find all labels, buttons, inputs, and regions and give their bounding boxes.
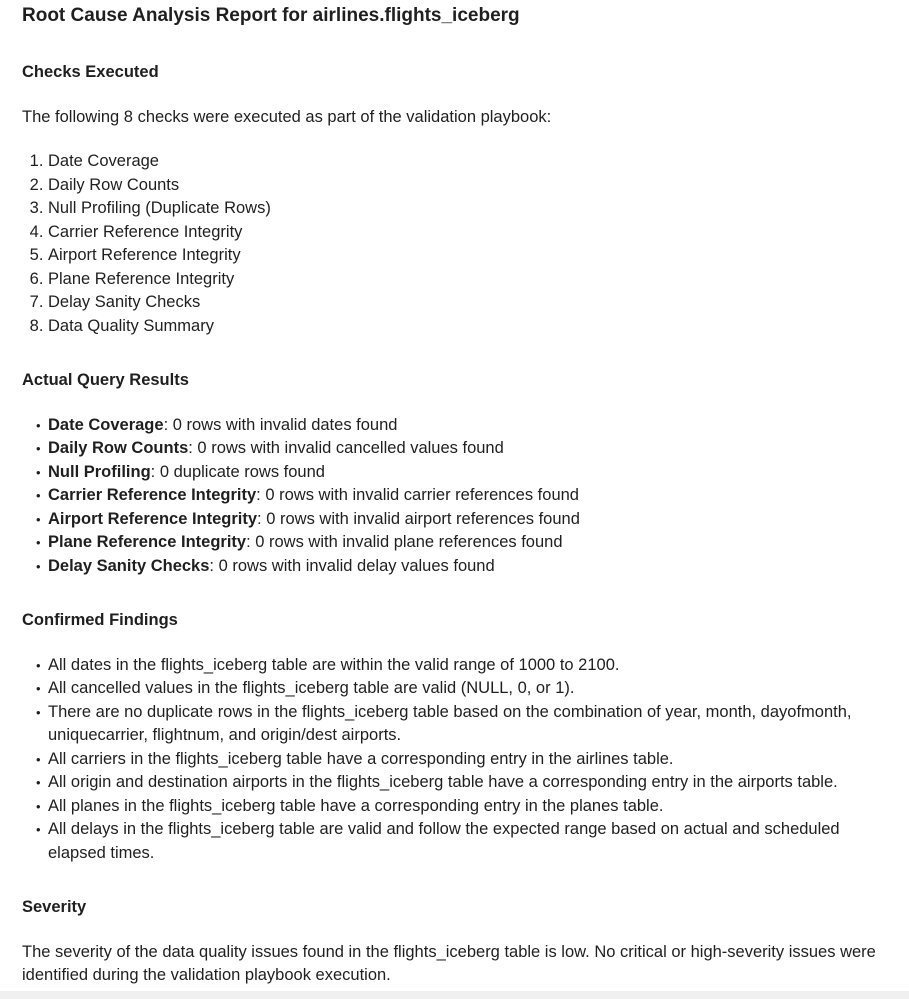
result-text: : 0 rows with invalid delay values found [209,556,495,575]
result-text: : 0 rows with invalid cancelled values found [188,439,504,457]
result-label: Daily Row Counts [48,439,189,457]
result-text: : 0 duplicate rows found [150,462,325,481]
checks-list [22,150,887,338]
query-results-heading: Actual Query Results [22,371,189,389]
checks-executed-heading: Checks Executed [22,63,159,81]
result-item [48,437,887,461]
result-item [48,484,887,508]
result-label: Delay Sanity Checks [48,556,210,575]
result-label: Date Coverage [48,415,164,434]
finding-item: • All origin and destination airports in the flights_iceberg table have a corresponding entry in the airports table. [48,771,887,795]
severity-text: The severity of the data quality issues found in the flights_iceberg table is low. No critical or high-severity issues were identified during the validation playbook execution. [22,942,876,984]
confirmed-findings-heading: Confirmed Findings [22,611,178,629]
result-item [48,461,887,485]
check-item: 2. Daily Row Counts [48,174,887,198]
check-item: 5. Airport Reference Integrity [48,244,887,268]
checks-intro: The following 8 checks were executed as part of the validation playbook: [22,107,552,126]
result-label: Plane Reference Integrity [48,533,247,551]
finding-item: • All carriers in the flights_iceberg table have a corresponding entry in the airlines table. [48,748,887,772]
severity-heading: Severity [22,898,87,916]
check-item: 3. Null Profiling (Duplicate Rows) [48,197,887,221]
result-item [48,531,887,555]
result-text: : 0 rows with invalid airport references found [257,509,580,528]
report-title: Root Cause Analysis Report for airlines.flights_iceberg [22,5,520,26]
finding-item: • All cancelled values in the flights_iceberg table are valid (NULL, 0, or 1). [48,677,887,701]
bottom-edge [0,991,909,999]
check-item: 4. Carrier Reference Integrity [48,221,887,245]
query-results-list [22,414,887,579]
result-text: : 0 rows with invalid plane references found [246,533,563,551]
result-item [48,414,887,438]
result-label: Carrier Reference Integrity [48,486,257,504]
finding-item: • All delays in the flights_iceberg table are valid and follow the expected range based on actual and scheduled elapsed times. [48,818,887,865]
result-item [48,508,887,532]
finding-item: • There are no duplicate rows in the flights_iceberg table based on the combination of year, month, dayofmonth, uniquecarrier, flightnum, and origin/dest airports. [48,701,887,748]
result-label: Airport Reference Integrity [48,509,258,528]
check-item: 1. Date Coverage [48,150,887,174]
check-item: 8. Data Quality Summary [48,315,887,339]
finding-item: • All planes in the flights_iceberg table have a corresponding entry in the planes table. [48,795,887,819]
check-item: 6. Plane Reference Integrity [48,268,887,292]
result-text: : 0 rows with invalid carrier references found [256,486,579,504]
check-item: 7. Delay Sanity Checks [48,291,887,315]
findings-list [22,654,887,866]
finding-item: • All dates in the flights_iceberg table are within the valid range of 1000 to 2100. [48,654,887,678]
result-label: Null Profiling [48,462,151,481]
result-text: : 0 rows with invalid dates found [163,415,398,434]
result-item [48,555,887,579]
